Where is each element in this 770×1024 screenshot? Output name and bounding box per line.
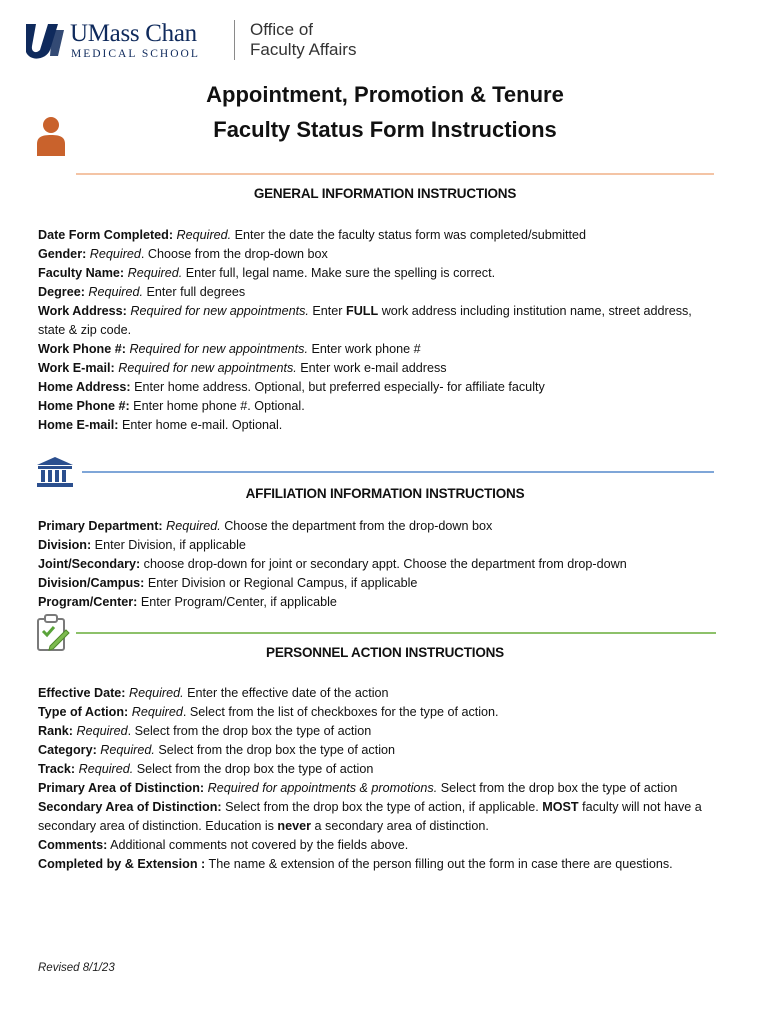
affiliation-section-rule: [82, 471, 714, 473]
list-item: Home Address: Enter home address. Optional, but preferred especially- for affiliate faculty: [38, 380, 545, 394]
office-line-2: Faculty Affairs: [250, 40, 357, 59]
list-item: Home Phone #: Enter home phone #. Optional.: [38, 399, 305, 413]
title-line-2: Faculty Status Form Instructions: [213, 117, 557, 142]
affiliation-instructions: [38, 517, 738, 612]
list-item: Division/Campus: Enter Division or Regional Campus, if applicable: [38, 576, 418, 590]
list-item: Work E-mail: Required for new appointments. Enter work e-mail address: [38, 361, 447, 375]
affiliation-heading: AFFILIATION INFORMATION INSTRUCTIONS: [245, 486, 525, 501]
revised-date: Revised 8/1/23: [38, 962, 115, 974]
list-item: Work Address: Required for new appointments. Enter FULL work address including institution name, street address, state & zip code.: [38, 304, 692, 337]
personnel-heading: PERSONNEL ACTION INSTRUCTIONS: [266, 645, 504, 660]
list-item: Primary Area of Distinction: Required for appointments & promotions. Select from the drop box the type of action: [38, 781, 678, 795]
general-section-rule: [76, 173, 714, 175]
list-item: Division: Enter Division, if applicable: [38, 538, 246, 552]
umass-logo-mark-icon: [22, 20, 66, 62]
institution-building-icon: [36, 456, 74, 488]
logo-subtitle: MEDICAL SCHOOL: [71, 48, 200, 60]
list-item: Effective Date: Required. Enter the effective date of the action: [38, 686, 389, 700]
list-item: Category: Required. Select from the drop box the type of action: [38, 743, 396, 757]
logo-name: UMass Chan: [70, 20, 197, 47]
list-item: Comments: Additional comments not covered by the fields above.: [38, 838, 409, 852]
personnel-section-rule: [76, 632, 716, 634]
title-line-1: Appointment, Promotion & Tenure: [206, 82, 564, 107]
general-heading: GENERAL INFORMATION INSTRUCTIONS: [253, 186, 517, 201]
general-instructions: [38, 226, 738, 435]
page-title: [0, 77, 770, 147]
office-name: [250, 20, 356, 60]
list-item: Date Form Completed: Required. Enter the date the faculty status form was completed/submitted: [38, 228, 587, 242]
list-item: Joint/Secondary: choose drop-down for joint or secondary appt. Choose the department from drop-down: [38, 557, 627, 571]
office-line-1: Office of: [250, 20, 313, 39]
list-item: Track: Required. Select from the drop box the type of action: [38, 762, 374, 776]
list-item: Degree: Required. Enter full degrees: [38, 285, 246, 299]
list-item: Primary Department: Required. Choose the department from the drop-down box: [38, 519, 493, 533]
logo-divider: [234, 20, 235, 60]
list-item: Gender: Required. Choose from the drop-down box: [38, 247, 328, 261]
list-item: Rank: Required. Select from the drop box the type of action: [38, 724, 372, 738]
list-item: Program/Center: Enter Program/Center, if applicable: [38, 595, 337, 609]
list-item: Type of Action: Required. Select from the list of checkboxes for the type of action.: [38, 705, 499, 719]
personnel-instructions: [38, 684, 738, 874]
list-item: Faculty Name: Required. Enter full, legal name. Make sure the spelling is correct.: [38, 266, 496, 280]
person-icon: [36, 116, 66, 156]
list-item: Home E-mail: Enter home e-mail. Optional.: [38, 418, 283, 432]
list-item: Secondary Area of Distinction: Select from the drop box the type of action, if applicable. MOST faculty will not have a secondary area of distinction. Education is never a secondary area of distinction.: [38, 800, 702, 833]
umass-chan-logo: [22, 18, 357, 62]
list-item: Work Phone #: Required for new appointments. Enter work phone #: [38, 342, 421, 356]
list-item: Completed by & Extension : The name & extension of the person filling out the form in case there are questions.: [38, 857, 673, 871]
